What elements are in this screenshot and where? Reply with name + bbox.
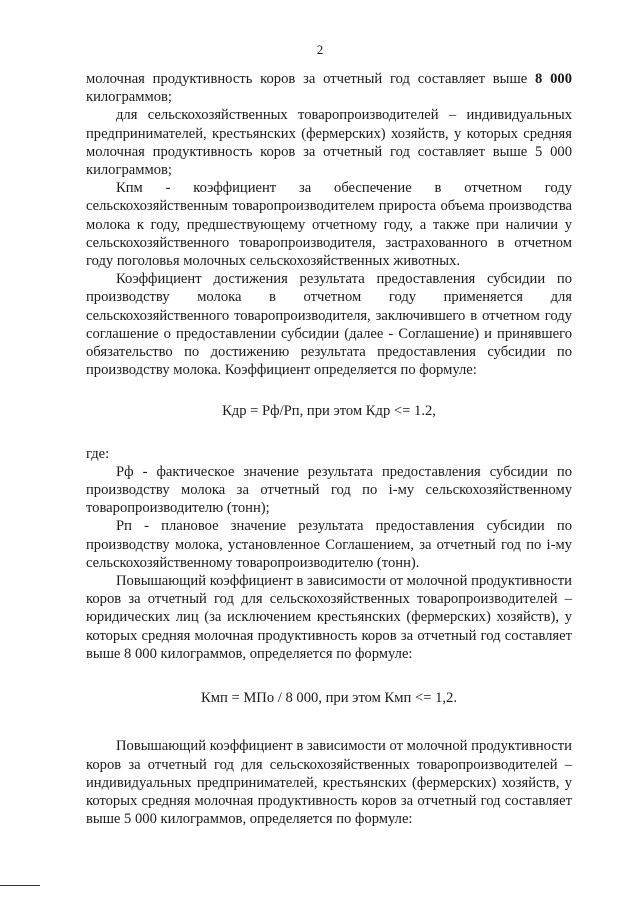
where-label: где:: [86, 445, 110, 462]
document-body: [86, 70, 572, 828]
paragraph-kpm-definition: Кпм - коэффициент за обеспечение в отчетном году сельскохозяйственным товаропроизводителем прироста объема производства молока к году, предшествующему отчетному году, а также при наличии у сельскохозяйственного товаропроизводителя, застрахованного в отчетном году поголовья молочных сельскохозяйственных животных.: [86, 180, 572, 270]
paragraph-kmp-legal-entities: Повышающий коэффициент в зависимости от молочной продуктивности коров за отчетный год для сельскохозяйственных товаропроизводителей – юридических лиц (за исключением крестьянских (фермерских) хозяйств), у которых средняя молочная продуктивность коров за отчетный год составляет выше 8 000 килограммов, определяется по формуле:: [86, 573, 572, 662]
bold-value-8000: 8 000: [535, 71, 572, 87]
paragraph-kdr-definition: Коэффициент достижения результата предоставления субсидии по производству молока в отчетном году применяется для сельскохозяйственного товаропроизводителя, заключившего в отчетном году соглашение о предоставлении субсидии (далее - Соглашение) и принявшего обязательство по достижению результата предоставления субсидии по производству молока. Коэффициент определяется по формуле:: [86, 271, 572, 379]
paragraph-text-tail: килограммов;: [86, 89, 172, 106]
formula-kdr: Кдр = Рф/Рп, при этом Кдр <= 1.2,: [222, 403, 436, 420]
paragraph-individual-entrepreneurs: для сельскохозяйственных товаропроизводителей – индивидуальных предпринимателей, крестьянских (фермерских) хозяйств, у которых средняя молочная продуктивность коров за отчетный год составляет выше 5 000 килограммов;: [86, 107, 572, 179]
paragraph-text: молочная продуктивность коров за отчетный год составляет выше: [86, 71, 535, 87]
paragraph-milk-productivity-8000: [86, 70, 572, 106]
paragraph-rf-definition: Рф - фактическое значение результата предоставления субсидии по производству молока за отчетный год по i-му сельскохозяйственному товаропроизводителю (тонн);: [86, 463, 572, 517]
paragraph-kmp-individual: Повышающий коэффициент в зависимости от молочной продуктивности коров за отчетный год для сельскохозяйственных товаропроизводителей – индивидуальных предпринимателей, крестьянских (фермерских) хозяйств, у которых средняя молочная продуктивность коров за отчетный год составляет выше 5 000 килограммов, определяется по формуле:: [86, 738, 572, 828]
paragraph-rp-definition: Рп - плановое значение результата предоставления субсидии по производству молока, установленное Соглашением, за отчетный год по i-му сельскохозяйственному товаропроизводителю (тонн).: [86, 518, 572, 571]
footer-rule: [0, 885, 40, 886]
formula-kmp: Кмп = МПо / 8 000, при этом Кмп <= 1,2.: [201, 690, 457, 707]
page-number: 2: [316, 42, 324, 57]
